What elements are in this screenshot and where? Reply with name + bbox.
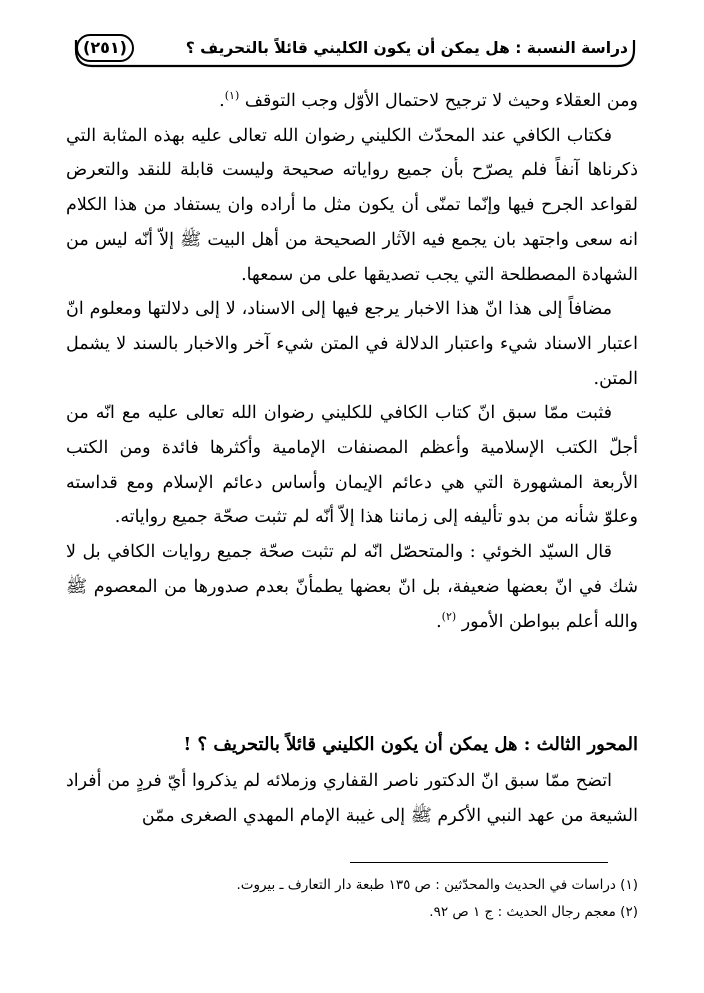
footnote: (١) دراسات في الحديث والمحدّثين : ص ١٣٥ طبعة دار التعارف ـ بيروت. xyxy=(236,877,638,893)
footnote-ref: (٢) xyxy=(441,609,457,623)
footnote-separator xyxy=(350,862,608,863)
section-heading: المحور الثالث : هل يمكن أن يكون الكليني قائلاً بالتحريف ؟ ! xyxy=(183,734,638,755)
paragraph xyxy=(66,84,638,119)
paragraph: مضافاً إلى هذا انّ هذا الاخبار يرجع فيها إلى الاسناد، لا إلى دلالتها ومعلوم انّ اعتبار الاسناد شيء واعتبار الدلالة في المتن شيء آخر والاخبار بالسند لا يشمل المتن. xyxy=(66,299,638,389)
paragraph xyxy=(66,535,638,639)
period: . xyxy=(219,91,225,111)
paragraph-text: قال السيّد الخوئي : والمتحصّل انّه لم تثبت صحّة جميع روايات الكافي بل لا شك في انّ بعضها ضعيفة، بل انّ بعضها يطمأنّ بعدم صدورها من المعصوم ﷺ والله أعلم ببواطن الأمور xyxy=(66,542,638,632)
paragraph: فثبت ممّا سبق انّ كتاب الكافي للكليني رضوان الله تعالى عليه مع انّه من أجلّ الكتب الإسلامية وأعظم المصنفات الإمامية وأكثرها فائدة ومن الكتب الأربعة المشهورة التي هي دعائم الإيمان وأساس دعائم الإسلام ومع قداسته وعلوّ شأنه من بدو تأليفه إلى زماننا هذا إلاّ أنّه لم تثبت صحّة جميع رواياته. xyxy=(66,403,638,528)
paragraph: فكتاب الكافي عند المحدّث الكليني رضوان الله تعالى عليه بهذه المثابة التي ذكرناها آنفاً فلم يصرّح بأن جميع رواياته صحيحة وليست قابلة للنقد والتعرض لقواعد الجرح فيها وإنّما تمنّى أن يكون مثل ما أراده وان يستفاد من هذا الكلام انه سعى واجتهد بان يجمع فيه الآثار الصحيحة من أهل البيت ﷺ إلاّ أنّه ليس من الشهادة المصطلحة التي يجب تصديقها على من سمعها. xyxy=(66,125,638,285)
footnotes xyxy=(66,872,638,926)
page-number: (٢٥١) xyxy=(76,34,134,62)
footnote-ref: (١) xyxy=(224,89,240,103)
period: . xyxy=(436,611,442,632)
header-title: دراسة النسبة : هل يمكن أن يكون الكليني قائلاً بالتحريف ؟ xyxy=(185,39,628,57)
main-text xyxy=(66,84,638,639)
running-header xyxy=(72,30,638,68)
paragraph-text: ومن العقلاء وحيث لا ترجيح لاحتمال الأوّل وجب التوقف xyxy=(244,91,638,111)
section-paragraph: اتضح ممّا سبق انّ الدكتور ناصر القفاري وزملائه لم يذكروا أيّ فردٍ من أفراد الشيعة من عهد النبي الأكرم ﷺ إلى غيبة الإمام المهدي الصغرى ممّن xyxy=(66,771,638,826)
footnote: (٢) معجم رجال الحديث : ج ١ ص ٩٢. xyxy=(429,904,638,920)
